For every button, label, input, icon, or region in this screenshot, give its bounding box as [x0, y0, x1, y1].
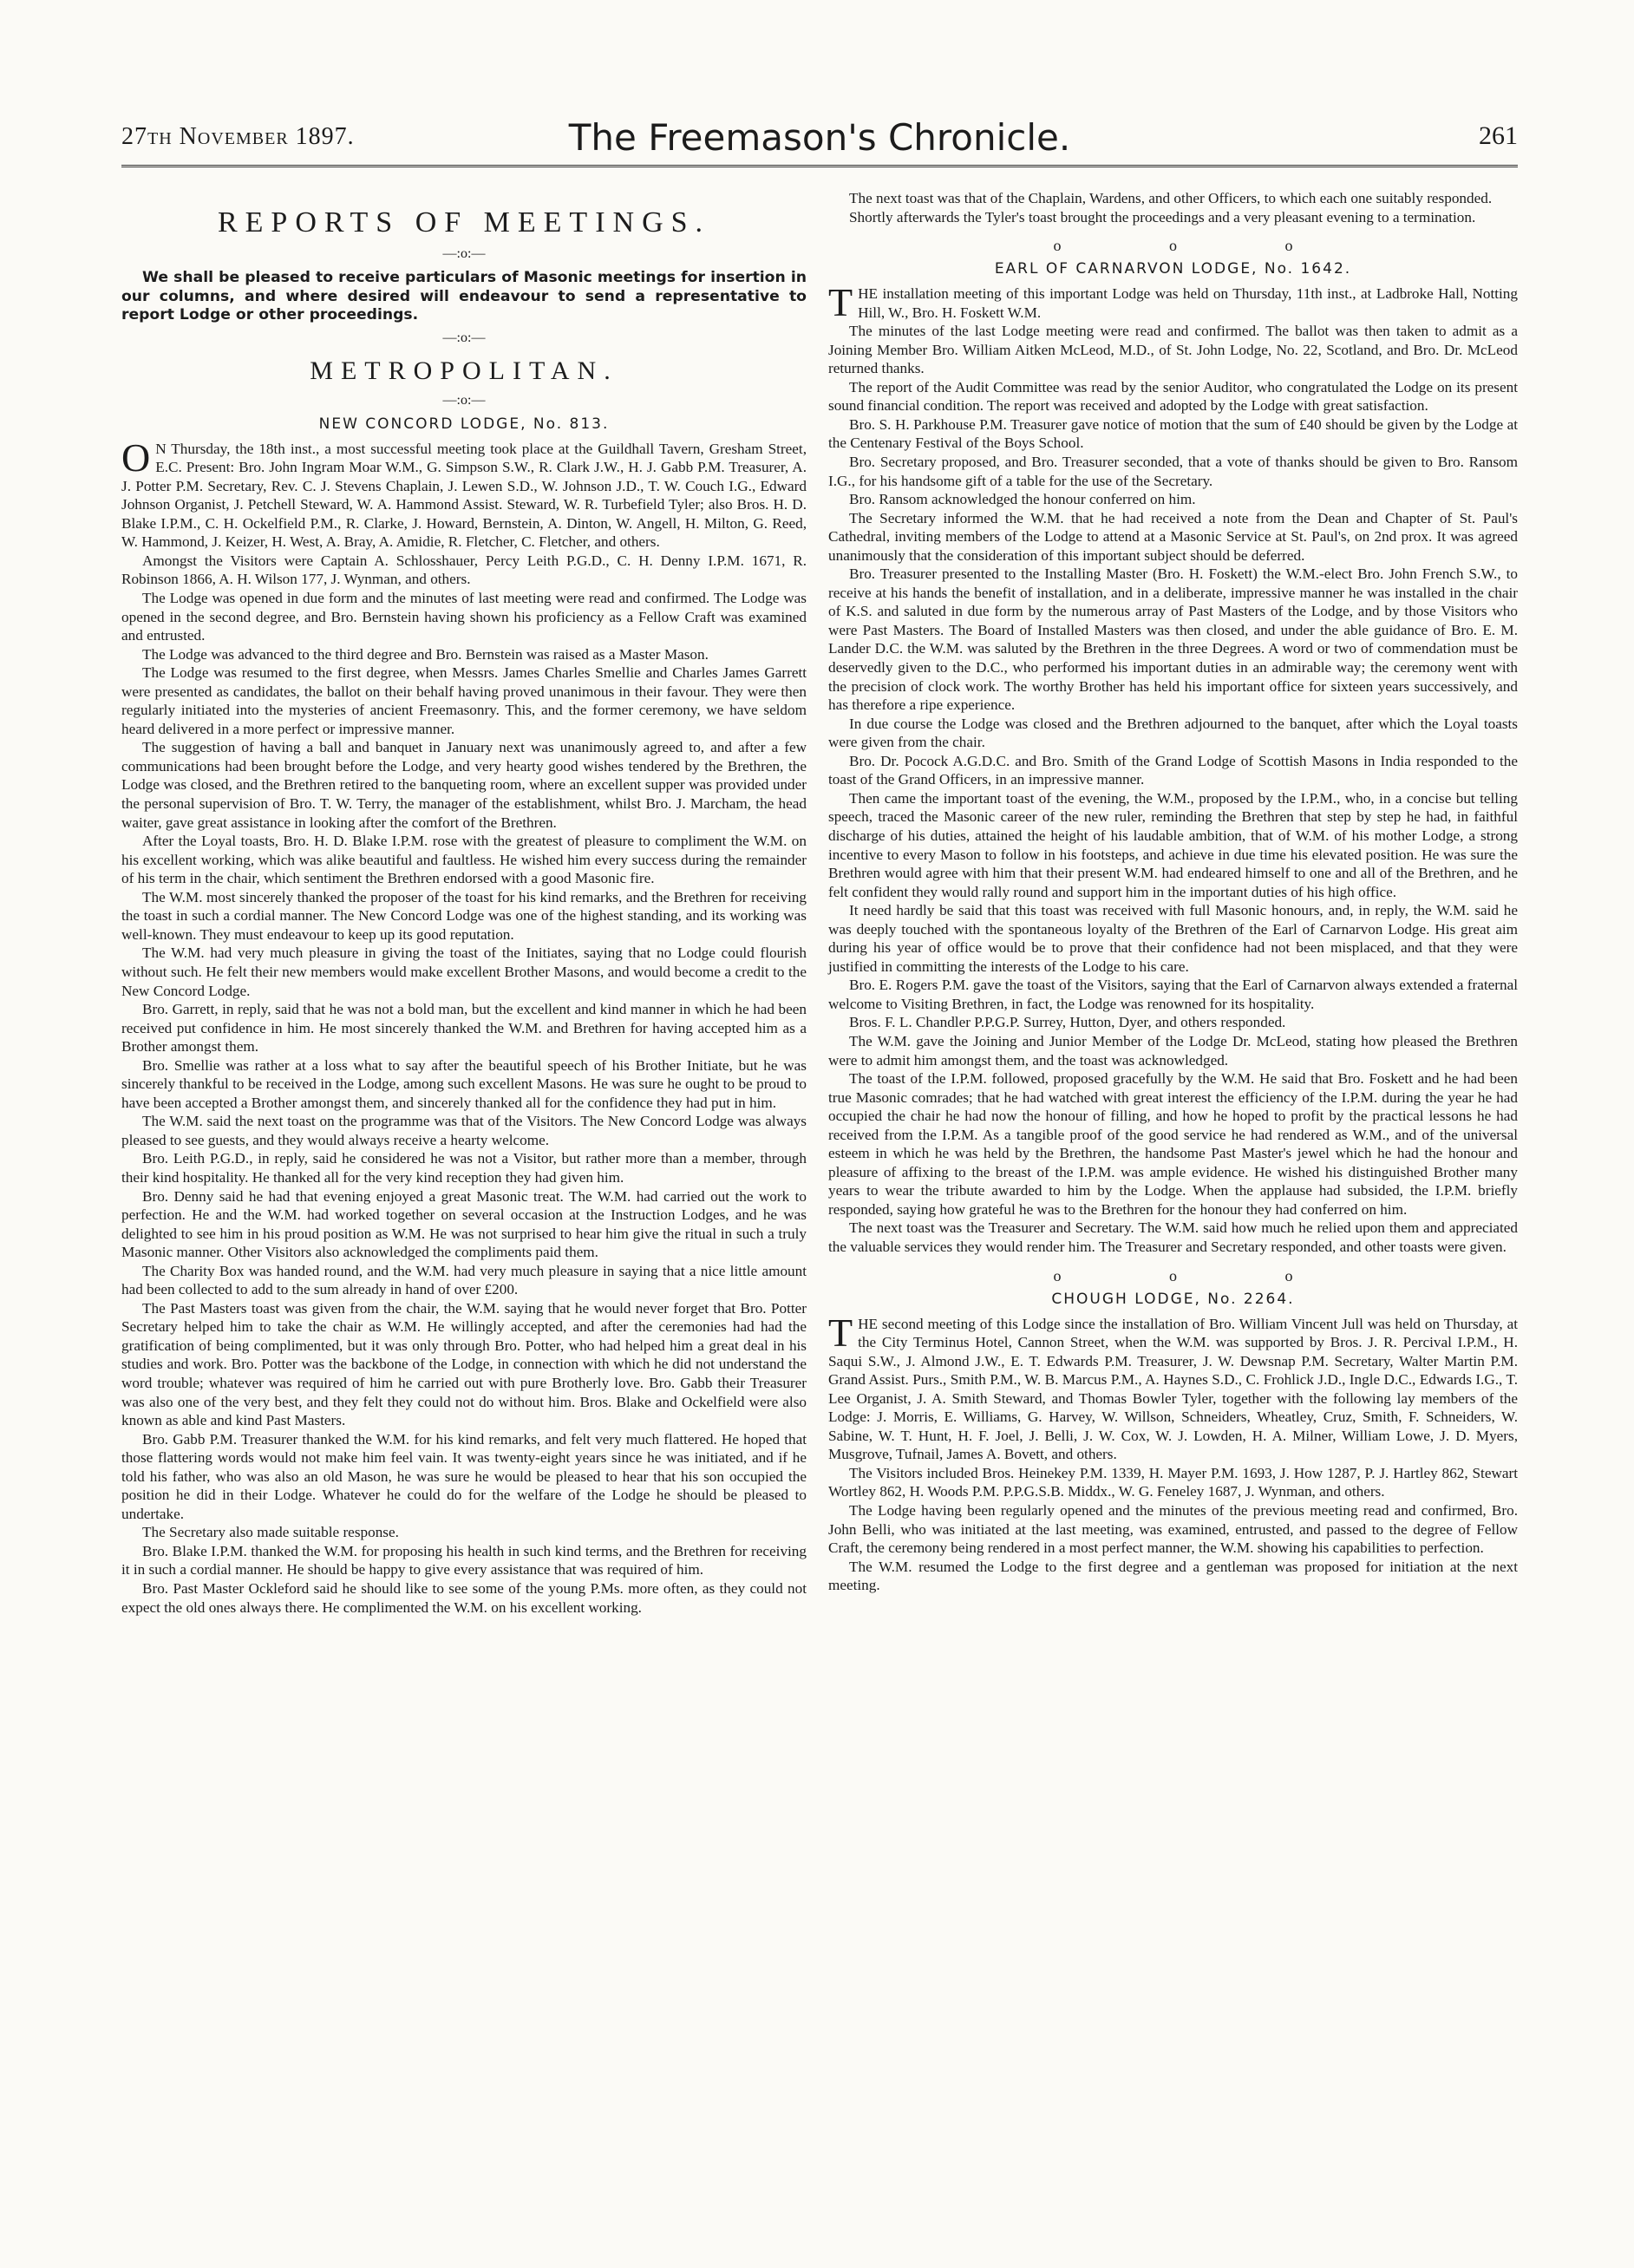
paragraph: Bro. Dr. Pocock A.G.D.C. and Bro. Smith of the Grand Lodge of Scottish Masons in India responded to the toast of the Grand Officers, in an impressive manner.	[828, 752, 1518, 788]
paragraph: The W.M. had very much pleasure in giving the toast of the Initiates, saying that no Lodge could flourish without such. He felt their new members would make excellent Brother Masons, and would become a credit to the New Concord Lodge.	[121, 944, 807, 999]
paragraph: The Secretary informed the W.M. that he had received a note from the Dean and Chapter of St. Paul's Cathedral, inviting members of the Lodge to attend at a Masonic Service at St. Paul's, on 2nd prox. It was agreed unanimously that the consideration of this important subject should be deferred.	[828, 509, 1518, 564]
paragraph: The toast of the I.P.M. followed, proposed gracefully by the W.M. He said that Bro. Foskett and he had been true Masonic comrades; that he had watched with great interest the efficiency of the I.P.M. during the year he had occupied the chair he had now the honour of filling, and how he hoped to profit by the practical lessons he had received from the I.P.M. As a tangible proof of the good service he had rendered as W.M., and of the universal esteem in which he was held by the Brethren, the handsome Past Master's jewel which he had the honour and pleasure of affixing to the breast of the I.P.M. was ample evidence. He wished his distinguished Brother many years to wear the tribute awarded to him by the Lodge. When the applause had subsided, the I.P.M. briefly responded, saying how grateful he was to the Brethren for the honour they had conferred on him.	[828, 1070, 1518, 1218]
lodge-heading: NEW CONCORD LODGE, No. 813.	[318, 415, 610, 433]
section-subheading: METROPOLITAN.	[310, 356, 618, 385]
paragraph: THE installation meeting of this important Lodge was held on Thursday, 11th inst., at Ladbroke Hall, Notting Hill, W., Bro. H. Foskett W.M.	[828, 280, 1518, 325]
paragraph: The report of the Audit Committee was read by the senior Auditor, who congratulated the Lodge on its present sound financial condition. The report was received and adopted by the Lodge with great satisfaction.	[828, 378, 1518, 415]
paragraph: Bro. Smellie was rather at a loss what to say after the beautiful speech of his Brother Initiate, but he was sincerely thankful to be received in the Lodge, among such excellent Masons. He was sure he ought to be proud to have been accepted a Brother amongst them, and sincerely thanked all for the confidence they had put in him.	[121, 1056, 807, 1111]
paragraph: Shortly afterwards the Tyler's toast brought the proceedings and a very pleasant evening to a termination.	[849, 208, 1476, 225]
paragraph: The W.M. gave the Joining and Junior Member of the Lodge Dr. McLeod, stating how pleased the Brethren were to admit him amongst them, and the toast was acknowledged.	[828, 1032, 1518, 1069]
newspaper-title: The Freemason's Chronicle.	[568, 116, 1071, 159]
paragraph: The next toast was the Treasurer and Secretary. The W.M. said how much he relied upon them and appreciated the valuable services they would render him. The Treasurer and Secretary responded, and other toasts were given.	[828, 1219, 1518, 1255]
section-divider: o o o	[1053, 237, 1345, 255]
paragraph: The Lodge was opened in due form and the minutes of last meeting were read and confirmed. The Lodge was opened in the second degree, and Bro. Bernstein having shown his proficiency as a Fellow Craft was examined and entrusted.	[121, 590, 807, 644]
paragraph: In due course the Lodge was closed and the Brethren adjourned to the banquet, after which the Loyal toasts were given from the chair.	[828, 715, 1518, 751]
paragraph: The W.M. most sincerely thanked the proposer of the toast for his kind remarks, and the Brethren for receiving the toast in such a cordial manner. The New Concord Lodge was one of the highest standing, and its working was well-known. They must endeavour to keep up its good reputation.	[121, 888, 807, 943]
paragraph: The Lodge having been regularly opened and the minutes of the previous meeting read and confirmed, Bro. John Belli, who was initiated at the last meeting, was examined, entrusted, and passed to the degree of Fellow Craft, the ceremony being rendered in a most perfect manner, the W.M. showing his capabilities to perfection.	[828, 1502, 1518, 1557]
issue-date: 27th November 1897.	[121, 123, 355, 150]
paragraph: Bro. Blake I.P.M. thanked the W.M. for proposing his health in such kind terms, and the Brethren for receiving it in such a cordial manner. He should be happy to give every assistance that was required of him.	[121, 1542, 807, 1578]
paragraph: Bro. Leith P.G.D., in reply, said he considered he was not a Visitor, but rather more than a member, through their kind hospitality. He thanked all for the very kind reception they had given him.	[121, 1150, 807, 1186]
paragraph: Bro. Gabb P.M. Treasurer thanked the W.M. for his kind remarks, and felt very much flattered. He hoped that those flattering words would not make him feel vain. It was twenty-eight years since he was initiated, and if he told his father, who was also an old Mason, he was sure he would be pleased to hear that his son occupied the position he did in their Lodge. Whatever he could do for the welfare of the Lodge he should be pleased to undertake.	[121, 1430, 807, 1522]
paragraph: The W.M. said the next toast on the programme was that of the Visitors. The New Concord Lodge was always pleased to see guests, and they would always receive a hearty welcome.	[121, 1113, 807, 1148]
paragraph: The Secretary also made suitable response.	[142, 1524, 399, 1541]
paragraph: Bro. Garrett, in reply, said that he was not a bold man, but the excellent and kind manner in which he had been received put confidence in him. He most sincerely thanked the W.M. and Brethren for having accepted him as a Brother amongst them.	[121, 1001, 807, 1056]
paragraph: THE second meeting of this Lodge since the installation of Bro. William Vincent Jull was held on Thursday, at the City Terminus Hotel, Cannon Street, when the W.M. was supported by Bros. J. R. Percival I.P.M., H. Saqui S.W., J. Almond J.W., E. T. Edwards P.M. Treasurer, J. W. Dewsnap P.M. Secretary, Walter Martin P.M. Grand Assist. Purs., Smith P.M., W. B. Marcus P.M., A. Haynes S.D., C. Frohlick J.D., Ingle D.C., Edwards I.G., T. Lee Organist, J. A. Smith Steward, and Thomas Bowler Tyler, together with the following lay members of the Lodge: J. Morris, E. Williams, G. Harvey, W. Willson, Schneiders, Wheatley, Cruz, Smith, F. Schneiders, W. Sabine, W. T. Hunt, H. F. Joel, J. Belli, J. W. Cox, W. J. Lowden, H. A. Milner, William Lowe, J. D. Myers, Musgrove, Tufnail, James A. Bovett, and others.	[828, 1310, 1518, 1463]
right-column	[828, 189, 1518, 1595]
paragraph: Amongst the Visitors were Captain A. Schlosshauer, Percy Leith P.G.D., C. H. Denny I.P.M. 1671, R. Robinson 1866, A. H. Wilson 177, J. Wynman, and others.	[121, 552, 807, 588]
paragraph: Then came the important toast of the evening, the W.M., proposed by the I.P.M., who, in a concise but telling speech, traced the Masonic career of the new ruler, reminding the Brethren that step by step he had, in faithful discharge of his duties, attained the height of his laudable ambition, that of W.M. of his mother Lodge, a strong incentive to every Mason to follow in his footsteps, and achieve in due time his elevated position. He was sure the Brethren would agree with him that their present W.M. had endeared himself to one and all of the Brethren, and he felt confident they would rally round and support him in the important duties of his high office.	[828, 789, 1518, 900]
paragraph: The Lodge was resumed to the first degree, when Messrs. James Charles Smellie and Charles James Garrett were presented as candidates, the ballot on their behalf having proved unanimous in their favour. They were then regularly initiated into the mysteries of ancient Freemasonry. This, and the former ceremony, we have seldom heard delivered in a more perfect or impressive manner.	[121, 664, 807, 737]
paragraph: The W.M. resumed the Lodge to the first degree and a gentleman was proposed for initiation at the next meeting.	[828, 1558, 1518, 1594]
paragraph: The Charity Box was handed round, and the W.M. had very much pleasure in saying that a nice little amount had been collected to add to the sum already in hand of over £200.	[121, 1262, 807, 1298]
section-divider: o o o	[1053, 1266, 1345, 1284]
paragraph: The suggestion of having a ball and banquet in January next was unanimously agreed to, and after a few communications had been brought before the Lodge, and very hearty good wishes tendered by the Brethren, the Lodge was closed, and the Brethren retired to the banqueting room, where an excellent supper was provided under the personal supervision of Bro. T. W. Terry, the manager of the establishment, whilst Bro. J. Marcham, the head waiter, gave great assistance in looking after the comfort of the Brethren.	[121, 739, 807, 831]
paragraph: Bro. Denny said he had that evening enjoyed a great Masonic treat. The W.M. had carried out the work to perfection. He and the W.M. had worked together on several occasion at the Instruction Lodges, and he was delighted to see him in his proud position as W.M. He was not surprised to hear him give the ritual in such a truly Masonic manner. Other Visitors also acknowledged the compliments paid them.	[121, 1187, 807, 1261]
drop-cap: T	[828, 1310, 853, 1355]
drop-cap: O	[121, 435, 151, 480]
paragraph: Bros. F. L. Chandler P.P.G.P. Surrey, Hutton, Dyer, and others responded.	[849, 1014, 1286, 1031]
section-heading: REPORTS OF MEETINGS.	[217, 206, 711, 239]
separator: —:o:—	[442, 246, 486, 261]
paragraph: Bro. Ransom acknowledged the honour conferred on him.	[849, 491, 1196, 508]
separator: —:o:—	[442, 330, 486, 345]
paragraph: Bro. S. H. Parkhouse P.M. Treasurer gave notice of motion that the sum of £40 should be given by the Lodge at the Centenary Festival of the Boys School.	[828, 415, 1518, 452]
paragraph: It need hardly be said that this toast was received with full Masonic honours, and, in reply, the W.M. said he was deeply touched with the spontaneous loyalty of the Brethren of the Earl of Carnarvon Lodge. His great aim during his year of office would be to prove that their confidence had not been misplaced, and that they were justified in committing the interests of the Lodge to his care.	[828, 902, 1518, 975]
paragraph: After the Loyal toasts, Bro. H. D. Blake I.P.M. rose with the greatest of pleasure to compliment the W.M. on his excellent working, which was alike beautiful and faultless. He wished him every success during the remainder of his term in the chair, which sentiment the Brethren endorsed with a good Masonic fire.	[121, 833, 807, 887]
paragraph: The Lodge was advanced to the third degree and Bro. Bernstein was raised as a Master Mason.	[142, 645, 709, 663]
paragraph: Bro. Treasurer presented to the Installing Master (Bro. H. Foskett) the W.M.-elect Bro. John French S.W., to receive at his hands the benefit of installation, and in a deliberate, impressive manner he was installed in the chair of K.S. and saluted in due form by the numerous array of Past Masters of the Lodge, and by those Visitors who were Past Masters. The Board of Installed Masters was then closed, and under the able guidance of Bro. E. M. Lander D.C. the W.M. was saluted by the Brethren in the three Degrees. A word or two of commendation must be deservedly given to the D.C., who performed his important duties in an admirable way; the ceremony went with the precision of clock work. The worthy Brother has held his important office for sixteen years successively, and has therefore a ripe experience.	[828, 565, 1518, 714]
lodge-heading: EARL OF CARNARVON LODGE, No. 1642.	[994, 260, 1352, 278]
paragraph: Bro. Past Master Ockleford said he should like to see some of the young P.Ms. more often, as they could not expect the old ones always there. He complimented the W.M. on his excellent working.	[121, 1580, 807, 1616]
paragraph: O N Thursday, the 18th inst., a most successful meeting took place at the Guildhall Tavern, Gresham Street, E.C. Present: Bro. John Ingram Moar W.M., G. Simpson S.W., R. Clark J.W., H. J. Gabb P.M. Treasurer, A. J. Potter P.M. Secretary, Rev. C. J. Stevens Chaplain, J. Lewen S.D., W. Johnson J.D., T. W. Couch I.G., Edward Johnson Organist, J. Petchell Steward, W. A. Hammond Assist. Steward, W. R. Turbefield Tyler; also Bros. H. D. Blake I.P.M., C. H. Ockelfield P.M., R. Clarke, J. Howard, Bernstein, A. Dinton, W. Angell, H. Milton, G. Reed, W. Hammond, J. Keizer, H. West, A. Bray, A. Amidie, R. Fletcher, C. Fletcher, and others.	[121, 435, 807, 551]
lodge-heading: CHOUGH LODGE, No. 2264.	[1051, 1290, 1295, 1308]
drop-cap: T	[828, 280, 853, 325]
paragraph: Bro. Secretary proposed, and Bro. Treasurer seconded, that a vote of thanks should be given to Bro. Ransom I.G., for his handsome gift of a table for the use of the Secretary.	[828, 454, 1518, 489]
paragraph: The next toast was that of the Chaplain, Wardens, and other Officers, to which each one suitably responded.	[849, 190, 1493, 206]
masthead	[121, 113, 1518, 167]
paragraph: The Visitors included Bros. Heinekey P.M. 1339, H. Mayer P.M. 1693, J. How 1287, P. J. Hartley 862, Stewart Wortley 862, H. Woods P.M. P.P.G.S.B. Middx., W. G. Feneley 1687, J. Wynman, and others.	[828, 1464, 1518, 1500]
paragraph: The minutes of the last Lodge meeting were read and confirmed. The ballot was then taken to admit as a Joining Member Bro. William Aitken McLeod, M.D., of St. John Lodge, No. 22, Scotland, and Bro. Dr. McLeod returned thanks.	[828, 323, 1518, 377]
left-column	[121, 189, 807, 1617]
separator: —:o:—	[442, 392, 486, 408]
editorial-notice: We shall be pleased to receive particulars of Masonic meetings for insertion in our columns, and where desired will endeavour to send a representative to report Lodge or other proceedings.	[121, 269, 807, 324]
paragraph: Bro. E. Rogers P.M. gave the toast of the Visitors, saying that the Earl of Carnarvon always extended a fraternal welcome to Visiting Brethren, in fact, the Lodge was renowned for its hospitality.	[828, 977, 1518, 1012]
page-number: 261	[1479, 121, 1518, 150]
paragraph: The Past Masters toast was given from the chair, the W.M. saying that he would never forget that Bro. Potter Secretary helped him to take the chair as W.M. He willingly accepted, and after the ceremonies had had the gratification of being complimented, but it was only through Bro. Potter, who had helped him a great deal in his studies and work. Bro. Potter was the backbone of the Lodge, in connection with which he did not understand the word trouble; whatever was required of him he carried out with pure Brotherly love. Bro. Gabb their Treasurer was also one of the very best, and they felt they could not do without him. Bros. Blake and Ockelfield were also known as able and kind Past Masters.	[121, 1299, 807, 1429]
